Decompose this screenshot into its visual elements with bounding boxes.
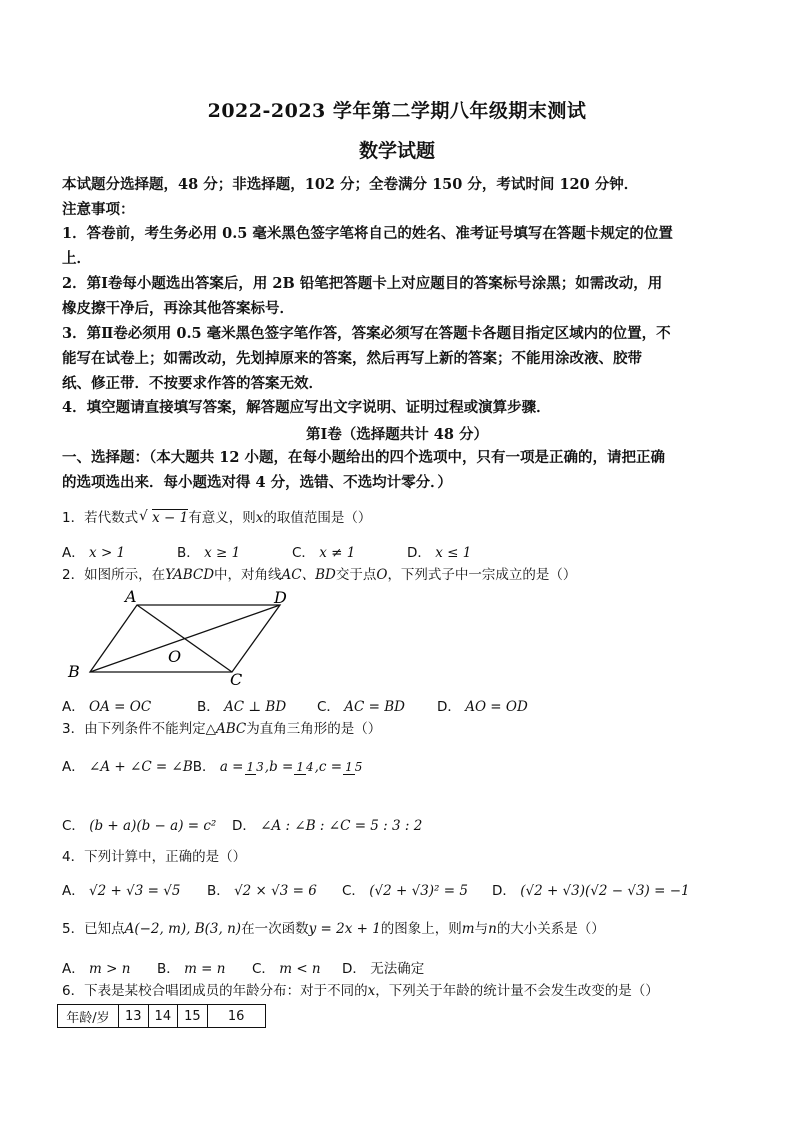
notes-heading: 注意事项：	[62, 201, 135, 218]
q4-option-c: C． (√2 + √3)² = 5	[342, 883, 468, 899]
section-heading-line-2: 的选项选出来．每小题选对得 4 分，选错、不选均计零分．）	[62, 474, 452, 491]
table-cell: 15	[178, 1005, 208, 1028]
table-cell: 年龄/岁	[58, 1005, 119, 1028]
q1-var: x	[255, 510, 264, 526]
q4-option-d: D． (√2 + √3)(√2 − √3) = −1	[492, 883, 690, 899]
question-2-options	[62, 695, 528, 715]
q1-option-c: C． x ≠ 1	[292, 545, 356, 561]
q1-radical	[139, 508, 189, 526]
question-2-stem: 2．如图所示，在YABCD中，对角线AC、BD交于点O，下列式子中一宗成立的是（）	[62, 567, 577, 583]
point-label-o: O	[168, 647, 182, 666]
note-3-line-2: 能写在试卷上；如需改动，先划掉原来的答案，然后再写上新的答案；不能用涂改液、胶带	[62, 350, 642, 367]
question-3-options-cd	[62, 814, 422, 834]
question-3-options-ab	[62, 755, 363, 775]
q4-option-b: B． √2 × √3 = 6	[207, 883, 317, 899]
vertex-label-c: C	[230, 670, 243, 689]
part1-heading: 第Ⅰ卷（选择题共计 48 分）	[305, 426, 489, 443]
q1-stem-mid: 有意义，则	[188, 510, 256, 526]
q2-option-d: D． AO = OD	[437, 699, 528, 715]
table-cell: 13	[119, 1005, 149, 1028]
exam-title: 2022-2023 学年第二学期八年级期末测试	[207, 100, 587, 122]
table-row	[58, 1005, 266, 1028]
q1-stem-post: 的取值范围是（）	[263, 510, 372, 526]
q1-option-d: D． x ≤ 1	[407, 545, 472, 561]
question-4-options	[62, 879, 690, 899]
note-3-line-3: 纸、修正带．不按要求作答的答案无效．	[62, 375, 323, 392]
q3-option-a: A． ∠A + ∠C = ∠B	[62, 759, 193, 775]
q2-option-a: A． OA = OC	[62, 699, 152, 715]
note-4: 4．填空题请直接填写答案，解答题应写出文字说明、证明过程或演算步骤．	[62, 399, 551, 416]
intro-summary: 本试题分选择题，48 分；非选择题，102 分；全卷满分 150 分，考试时间 120 分钟．	[62, 176, 639, 193]
q1-option-b: B． x ≥ 1	[177, 545, 241, 561]
q4-option-a: A． √2 + √3 = √5	[62, 883, 181, 899]
q3-option-b: B． a = 1 3,b = 1 4,c = 1 5	[192, 759, 363, 775]
exam-subtitle: 数学试题	[358, 140, 435, 162]
q5-option-a: A． m > n	[62, 961, 131, 977]
question-6-stem: 6．下表是某校合唱团成员的年龄分布：对于不同的x，下列关于年龄的统计量不会发生改变的是（）	[62, 983, 659, 999]
question-4-stem: 4．下列计算中，正确的是（）	[62, 849, 247, 865]
q1-stem-pre: 1．若代数式	[62, 510, 139, 526]
q5-option-b: B． m = n	[157, 961, 226, 977]
age-table	[57, 1004, 266, 1028]
note-3-line-1: 3．第Ⅱ卷必须用 0.5 毫米黑色签字笔作答，答案必须写在答题卡各题目指定区域内的位置，不	[62, 325, 671, 342]
vertex-label-b: B	[68, 662, 80, 681]
q2-option-b: B． AC ⊥ BD	[197, 699, 287, 715]
q3-option-c: C． (b + a)(b − a) = c²	[62, 818, 217, 834]
section-heading-line-1: 一、选择题：（本大题共 12 小题，在每小题给出的四个选项中，只有一项是正确的，请把正确	[62, 449, 666, 466]
q2-option-c: C． AC = BD	[317, 699, 405, 715]
diagonal-bd	[90, 605, 280, 672]
note-2-line-2: 橡皮擦干净后，再涂其他答案标号．	[62, 300, 294, 317]
sqrt-icon: √	[139, 508, 148, 524]
q1-radicand: x − 1	[152, 510, 189, 526]
table-cell: 16	[207, 1005, 265, 1028]
question-1-options	[62, 541, 471, 561]
question-3-stem: 3．由下列条件不能判定△ABC为直角三角形的是（）	[62, 721, 382, 737]
q3-option-d: D． ∠A : ∠B : ∠C = 5 : 3 : 2	[232, 818, 423, 834]
table-cell: 14	[148, 1005, 178, 1028]
vertex-label-d: D	[274, 588, 287, 607]
vertex-label-a: A	[125, 587, 137, 606]
q1-option-a: A． x > 1	[62, 545, 126, 561]
note-2-line-1: 2．第Ⅰ卷每小题选出答案后，用 2B 铅笔把答题卡上对应题目的答案标号涂黑；如需改动，用	[62, 275, 663, 292]
q5-option-c: C． m < n	[252, 961, 321, 977]
question-5-options	[62, 957, 424, 977]
note-1-line-1: 1．答卷前，考生务必用 0.5 毫米黑色签字笔将自己的姓名、准考证号填写在答题卡规定的位置	[62, 225, 673, 242]
parallelogram-figure	[62, 585, 302, 690]
question-5-stem: 5．已知点A(−2, m), B(3, n)在一次函数y = 2x + 1的图象上，则m与n的大小关系是（）	[62, 921, 605, 937]
q5-option-d: D． 无法确定	[342, 961, 425, 977]
question-1-stem	[62, 509, 371, 527]
note-1-line-2: 上．	[62, 250, 91, 267]
